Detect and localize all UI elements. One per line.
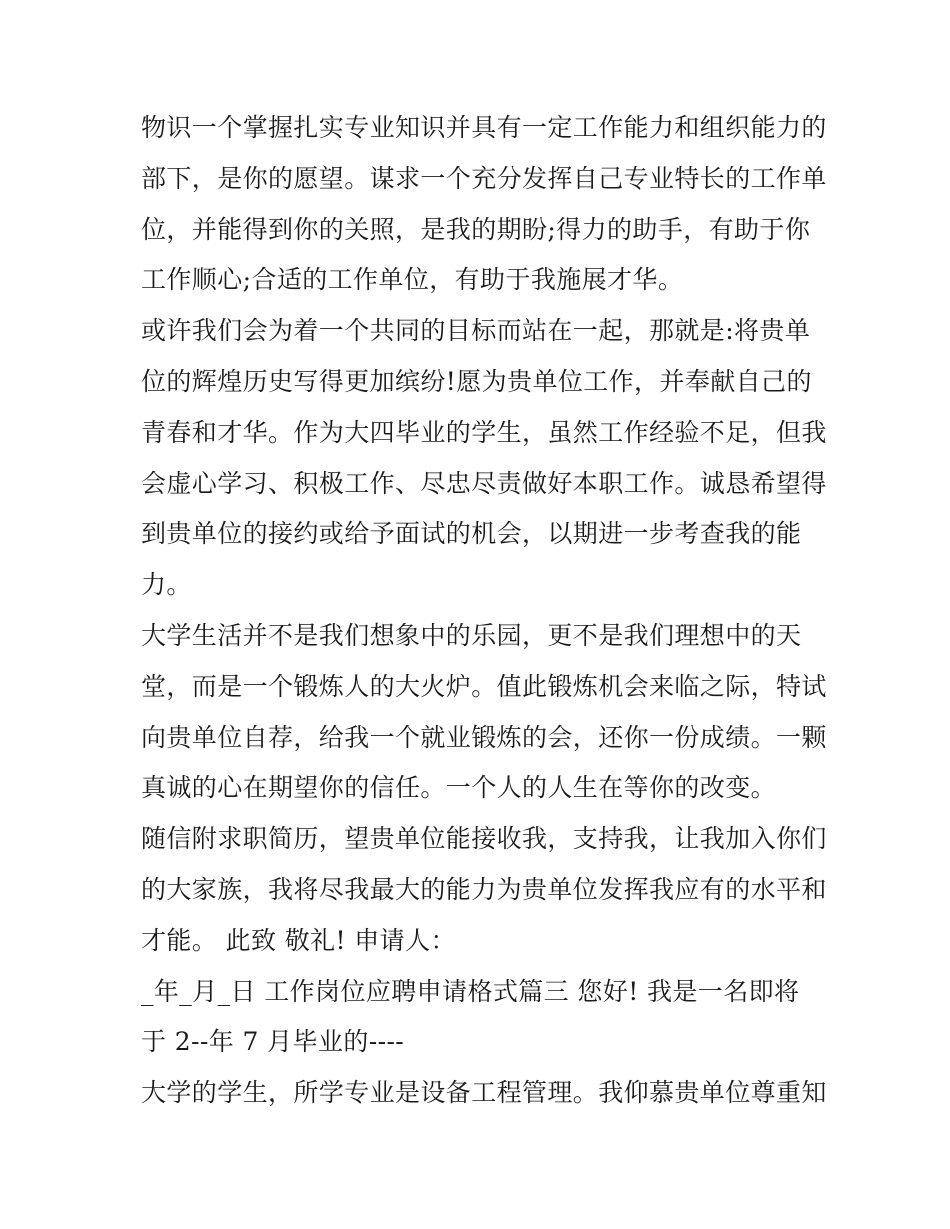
text-line: 力。 bbox=[141, 570, 192, 600]
text-line: 青春和才华。作为大四毕业的学生，虽然工作经验不足，但我 bbox=[141, 417, 827, 447]
text-line: 于 2--年 7 月毕业的---- bbox=[141, 1027, 405, 1057]
text-line: 大学生活并不是我们想象中的乐园，更不是我们理想中的天 bbox=[141, 620, 802, 650]
text-line: 堂，而是一个锻炼人的大火炉。值此锻炼机会来临之际，特试 bbox=[141, 671, 827, 701]
text-line: 才能。 此致 敬礼! 申请人： bbox=[141, 925, 456, 955]
text-line: 到贵单位的接约或给予面试的机会，以期进一步考查我的能 bbox=[141, 519, 802, 549]
text-line: 部下，是你的愿望。谋求一个充分发挥自己专业特长的工作单 bbox=[141, 163, 827, 193]
text-line: _年_月_日 工作岗位应聘申请格式篇三 您好! 我是一名即将 bbox=[141, 976, 800, 1006]
text-line: 或许我们会为着一个共同的目标而站在一起，那就是:将贵单 bbox=[141, 316, 811, 346]
text-line: 大学的学生，所学专业是设备工程管理。我仰慕贵单位尊重知 bbox=[141, 1078, 827, 1108]
text-line: 物识一个掌握扎实专业知识并具有一定工作能力和组织能力的 bbox=[141, 113, 827, 142]
text-line: 位，并能得到你的关照，是我的期盼;得力的助手，有助于你 bbox=[141, 214, 811, 244]
text-line: 随信附求职简历，望贵单位能接收我，支持我，让我加入你们 bbox=[141, 824, 827, 854]
text-line: 位的辉煌历史写得更加缤纷!愿为贵单位工作，并奉献自己的 bbox=[141, 366, 812, 396]
text-line: 会虚心学习、积极工作、尽忠尽责做好本职工作。诚恳希望得 bbox=[141, 468, 827, 498]
body-text bbox=[141, 103, 827, 1119]
text-line: 真诚的心在期望你的信任。一个人的人生在等你的改变。 bbox=[141, 773, 777, 803]
text-line: 工作顺心;合适的工作单位，有助于我施展才华。 bbox=[141, 265, 684, 295]
text-line: 向贵单位自荐，给我一个就业锻炼的会，还你一份成绩。一颗 bbox=[141, 722, 827, 752]
text-line: 的大家族，我将尽我最大的能力为贵单位发挥我应有的水平和 bbox=[141, 874, 827, 904]
